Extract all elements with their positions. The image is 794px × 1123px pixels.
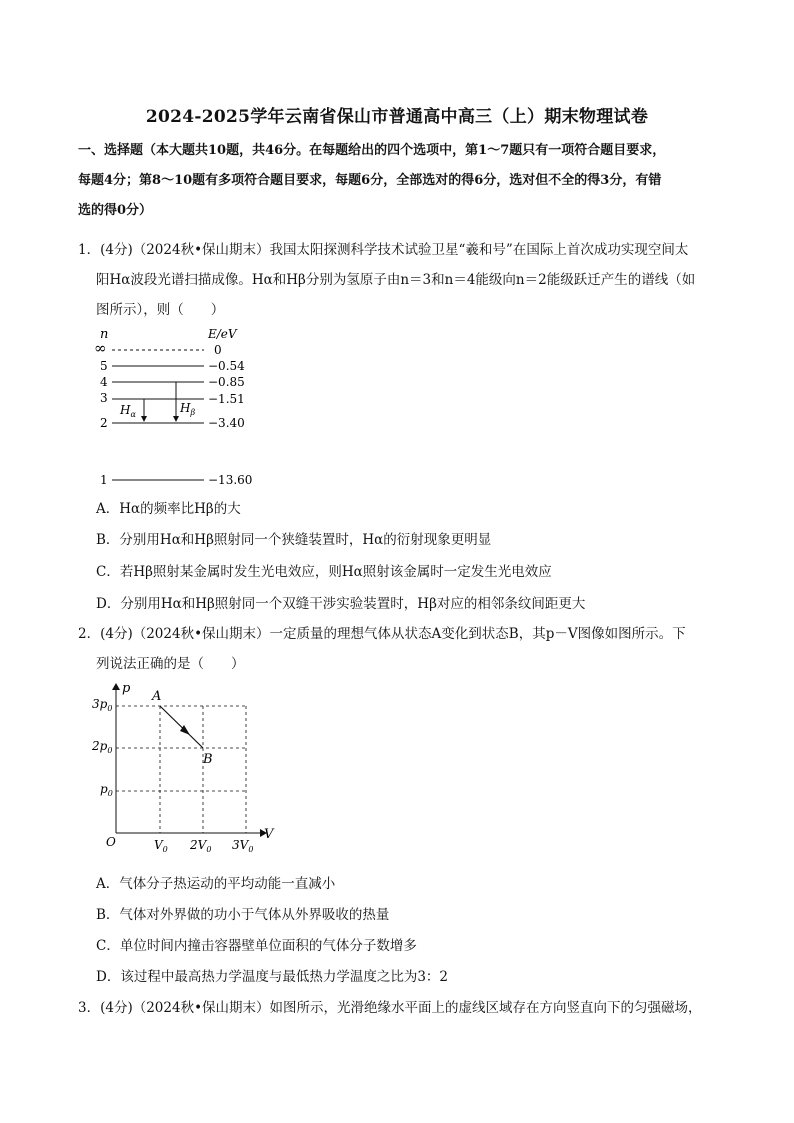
- question-2-option-c: C．单位时间内撞击容器壁单位面积的气体分子数增多: [96, 938, 417, 954]
- level-energy: 0: [214, 343, 222, 357]
- question-2-stem: 2．(4分)（2024秋•保山期末）一定质量的理想气体从状态A变化到状态B，其p－V图像如图所示。下: [78, 626, 686, 642]
- energy-level-diagram: [90, 322, 290, 492]
- question-1-option-c: C．若Hβ照射某金属时发生光电效应，则Hα照射该金属时一定发生光电效应: [96, 564, 552, 580]
- svg-text:Hβ: [179, 401, 195, 417]
- energy-axis-label: E/eV: [208, 327, 237, 341]
- svg-text:V0: $V_0$: [154, 838, 168, 854]
- level-energy: −1.51: [208, 392, 245, 406]
- level-n: 3: [100, 391, 108, 405]
- question-1-stem: 阳Hα波段光谱扫描成像。Hα和Hβ分别为氢原子由n＝3和n＝4能级向n＝2能级跃迁产生的谱线（如: [96, 272, 696, 288]
- section-line: 每题4分；第8～10题有多项符合题目要求，每题6分，全部选对的得6分，选对但不全的得3分，有错: [78, 173, 662, 188]
- grid-lines: [116, 706, 246, 833]
- svg-text:Hα: [119, 403, 136, 419]
- section-heading: [78, 136, 726, 226]
- h-beta-subscript: β: [190, 408, 196, 417]
- level-energy: −13.60: [208, 473, 253, 487]
- question-1-stem: 1．(4分)（2024秋•保山期末）我国太阳探测科学技术试验卫星“羲和号”在国际上首次成功实现空间太: [78, 242, 689, 258]
- question-2-stem: 列说法正确的是（ ）: [96, 656, 245, 672]
- v-tick-label: 3V: [232, 838, 249, 852]
- process-line-a-to-b: [160, 706, 203, 748]
- level-n: 1: [100, 473, 108, 487]
- question-1-option-d: D．分别用Hα和Hβ照射同一个双缝干涉实验装置时，Hβ对应的相邻条纹间距更大: [96, 596, 586, 612]
- p-tick-label: 2p: [92, 739, 108, 753]
- h-alpha-subscript: α: [130, 410, 136, 419]
- question-2-option-d: D．该过程中最高热力学温度与最低热力学温度之比为3：2: [96, 969, 449, 985]
- question-1-option-a: A．Hα的频率比Hβ的大: [96, 501, 241, 517]
- v-tick-label: 2V: [190, 838, 207, 852]
- level-n: 2: [100, 416, 108, 430]
- question-3-stem: 3．(4分)（2024秋•保山期末）如图所示，光滑绝缘水平面上的虚线区域存在方向竖直向下的匀强磁场，: [78, 1000, 702, 1016]
- svg-text:2p0: $2p_0$: [92, 739, 113, 755]
- question-2-option-a: A．气体分子热运动的平均动能一直减小: [96, 876, 336, 892]
- point-a-label: A: [152, 689, 162, 704]
- p-tick-label: p: [100, 782, 108, 796]
- h-beta-label: H: [180, 401, 191, 415]
- svg-text:3V0: $3V_0$: [232, 838, 254, 854]
- pv-graph: [88, 678, 288, 860]
- h-alpha-label: H: [120, 403, 131, 417]
- level-energy: −0.85: [208, 375, 245, 389]
- svg-text:2V0: $2V_0$: [190, 838, 212, 854]
- section-line: 一、选择题（本大题共10题，共46分。在每题给出的四个选项中，第1～7题只有一项符合题目要求，: [78, 143, 666, 158]
- v-axis-label: V: [264, 827, 274, 842]
- level-energy: −3.40: [208, 416, 245, 430]
- svg-text:3p0: $3p_0$: [92, 697, 113, 713]
- question-1-stem: 图所示），则（ ）: [96, 302, 225, 318]
- n-axis-label: n: [100, 327, 109, 342]
- origin-label: O: [106, 835, 116, 849]
- question-2-option-b: B．气体对外界做的功小于气体从外界吸收的热量: [96, 907, 390, 923]
- level-n: 4: [100, 375, 108, 389]
- svg-text:p0: $p_0$: [100, 782, 113, 798]
- section-line: 选的得0分）: [78, 203, 153, 218]
- page-title: 2024-2025学年云南省保山市普通高中高三（上）期末物理试卷: [145, 107, 649, 127]
- h-beta-arrowhead: [173, 416, 179, 422]
- level-n: ∞: [94, 339, 107, 357]
- h-alpha-arrowhead: [141, 416, 147, 422]
- p-axis-label: p: [122, 681, 131, 696]
- level-energy: −0.54: [208, 359, 245, 373]
- p-tick-label: 3p: [92, 697, 108, 711]
- question-1-option-b: B．分别用Hα和Hβ照射同一个狭缝装置时，Hα的衍射现象更明显: [96, 532, 492, 548]
- point-b-label: B: [203, 752, 213, 767]
- level-n: 5: [100, 359, 108, 373]
- v-tick-label: V: [154, 838, 163, 852]
